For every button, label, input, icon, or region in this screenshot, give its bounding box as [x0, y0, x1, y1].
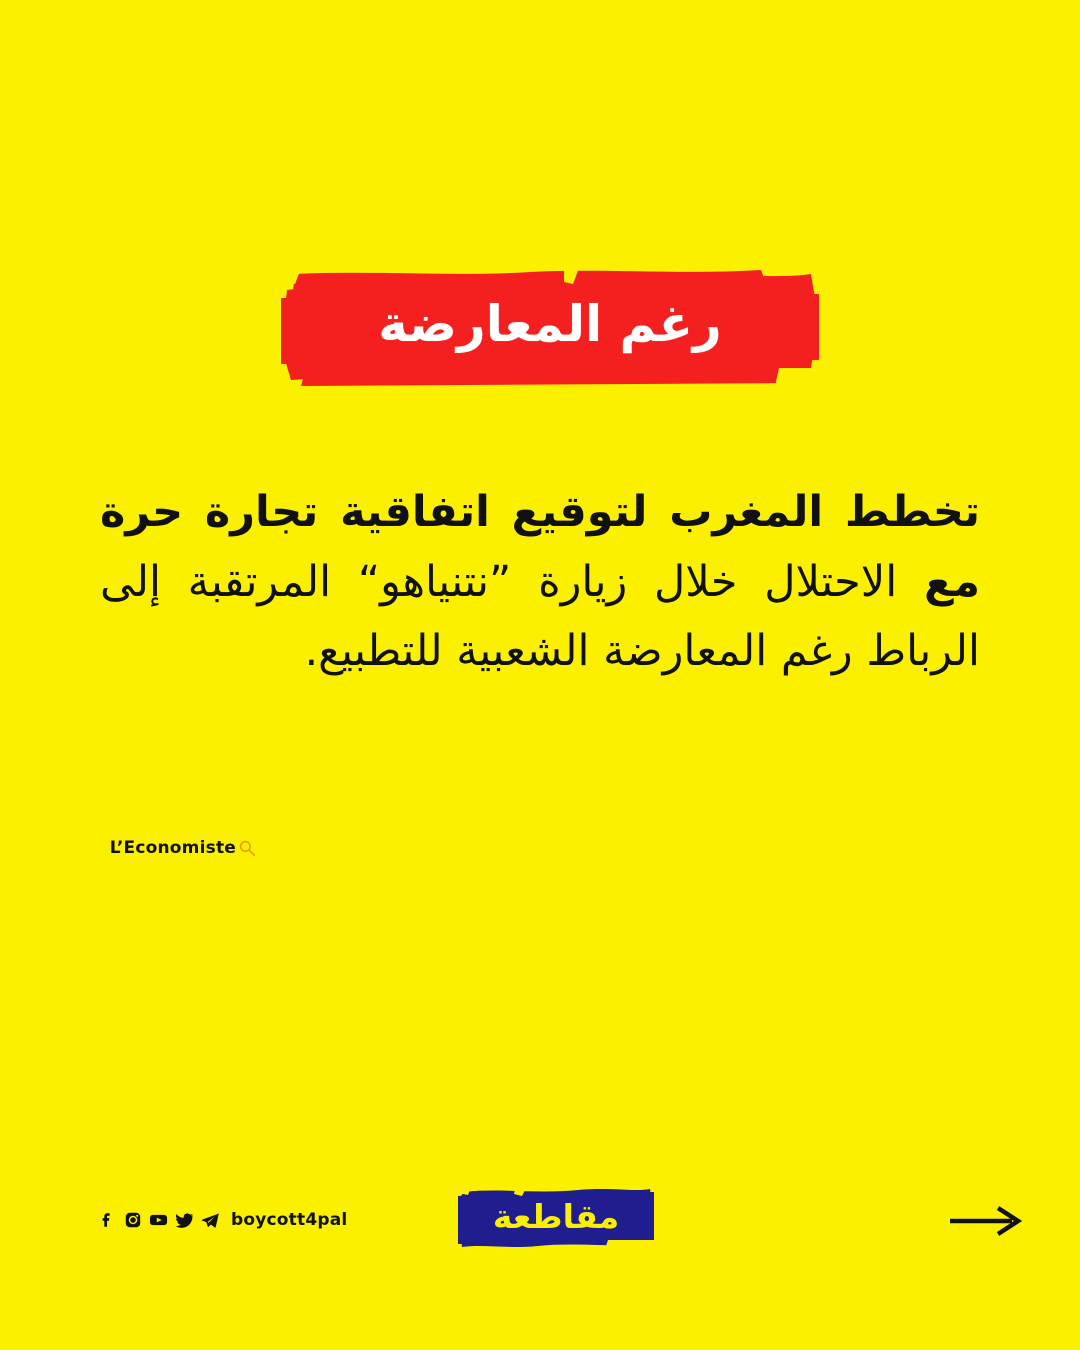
- headline-text: [100, 478, 980, 687]
- headline-bold-lead: تخطط المغرب لتوقيع: [489, 487, 980, 537]
- headline-line-2: الاحتلال خلال زيارة ”نتنياهو“ المرتقبة إلى الرباط: [100, 556, 980, 677]
- headline-line-3: رغم المعارضة الشعبية للتطبيع.: [304, 626, 853, 677]
- source-attribution: [110, 838, 256, 858]
- brand-logo: [458, 1184, 654, 1252]
- logo-label: مقاطعة: [492, 1196, 620, 1236]
- twitter-icon[interactable]: [175, 1211, 194, 1230]
- headline-bold-tail: مع: [924, 556, 980, 607]
- footer-social-row: [97, 1210, 347, 1230]
- telegram-icon[interactable]: [201, 1211, 220, 1230]
- badge-label: رغم المعارضة: [378, 295, 722, 353]
- instagram-icon[interactable]: [123, 1211, 142, 1230]
- next-arrow-icon[interactable]: [948, 1204, 1022, 1238]
- headline-badge: [281, 268, 819, 386]
- headline-bold-emphasis: اتفاقية تجارة حرة: [100, 487, 490, 537]
- source-label: L’Economiste: [109, 838, 236, 858]
- facebook-icon[interactable]: [97, 1211, 116, 1230]
- youtube-icon[interactable]: [149, 1211, 168, 1230]
- social-handle: boycott4pal: [231, 1210, 348, 1230]
- magnifier-icon: [238, 839, 256, 857]
